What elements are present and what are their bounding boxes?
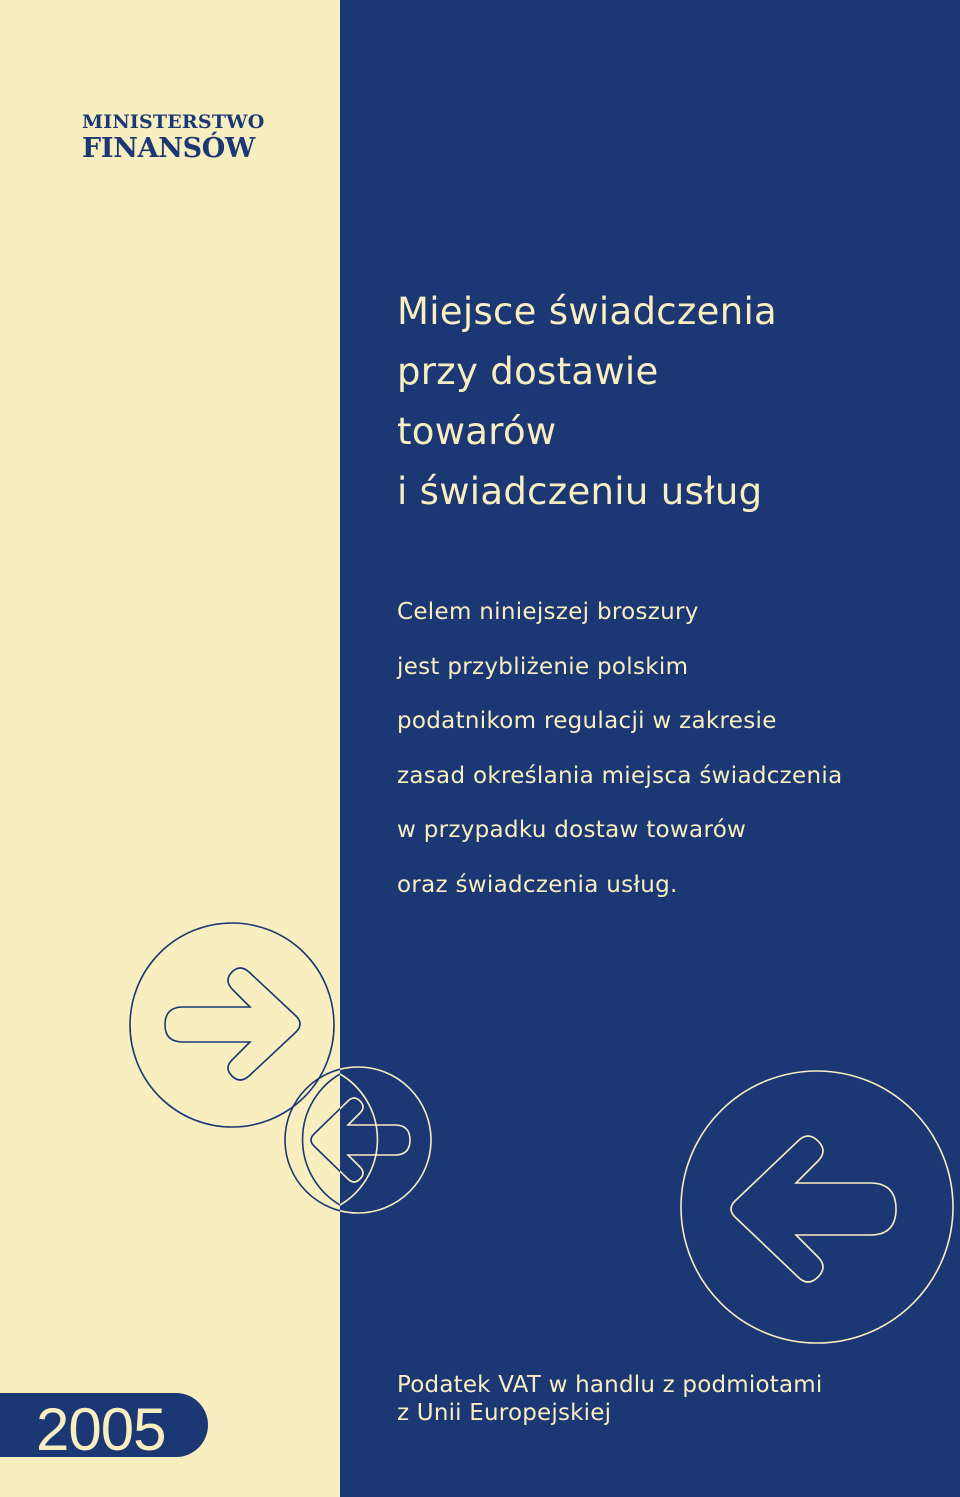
publisher-logo-line2: FINANSÓW xyxy=(82,133,256,164)
cover-title-line: przy dostawie xyxy=(397,350,659,393)
cream-side-strip xyxy=(0,0,340,1497)
publisher-logo-line1: MINISTERSTWO xyxy=(82,111,265,133)
publication-year: 2005 xyxy=(36,1396,166,1463)
intro-line: w przypadku dostaw towarów xyxy=(397,817,747,843)
series-title-line: Podatek VAT w handlu z podmiotami xyxy=(397,1372,823,1398)
series-title xyxy=(397,1371,822,1427)
cover-title xyxy=(397,282,777,522)
publisher-logo xyxy=(82,113,264,162)
intro-line: Celem niniejszej broszury xyxy=(397,599,699,625)
intro-line: oraz świadczenia usług. xyxy=(397,871,678,898)
intro-line: zasad określania miejsca świadczenia xyxy=(397,762,843,789)
intro-paragraph xyxy=(397,585,842,912)
cover-title-line: i świadczeniu usług xyxy=(397,470,763,513)
series-title-line: z Unii Europejskiej xyxy=(397,1400,612,1426)
cover-title-line: Miejsce świadczenia xyxy=(397,290,777,333)
intro-line: jest przybliżenie polskim xyxy=(397,653,689,680)
intro-line: podatnikom regulacji w zakresie xyxy=(397,708,777,734)
cover-title-line: towarów xyxy=(397,410,557,453)
